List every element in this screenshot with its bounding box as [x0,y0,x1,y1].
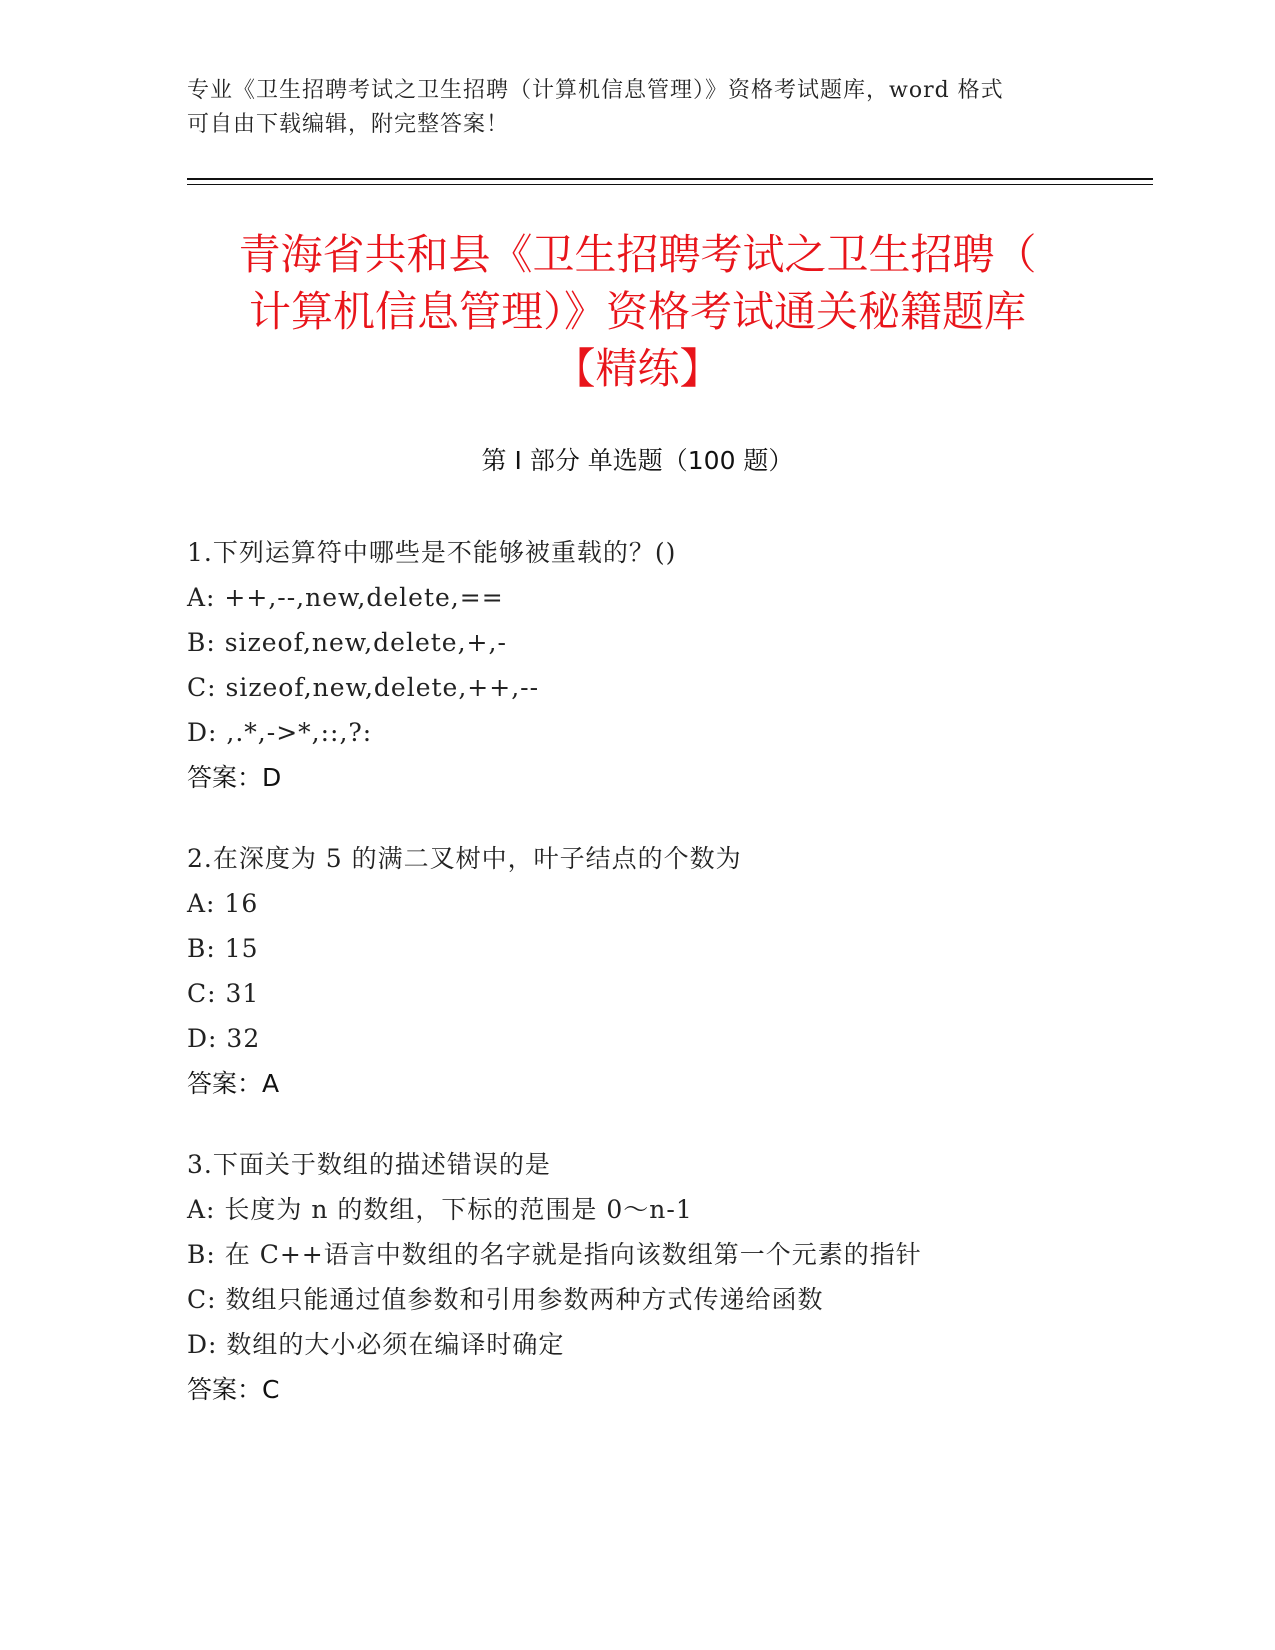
header-note-line-1: 专业《卫生招聘考试之卫生招聘（计算机信息管理）》资格考试题库，word 格式 [187,78,1004,103]
option-a: A: 16 [187,889,259,918]
option-d: D: 32 [187,1024,261,1053]
header-note [187,74,1087,142]
question-1 [187,530,1137,800]
question-stem: 2.在深度为 5 的满二叉树中，叶子结点的个数为 [187,844,742,873]
option-b: B: 在 C++语言中数组的名字就是指向该数组第一个元素的指针 [187,1240,922,1269]
question-list [187,530,1137,1448]
document-title-line-1: 青海省共和县《卫生招聘考试之卫生招聘（ [238,230,1037,279]
section-title: 第 I 部分 单选题（100 题） [481,446,794,475]
header-note-line-2: 可自由下载编辑，附完整答案！ [187,112,510,137]
option-c: C: 数组只能通过值参数和引用参数两种方式传递给函数 [187,1285,824,1314]
option-d: D: 数组的大小必须在编译时确定 [187,1330,565,1359]
answer: 答案：A [187,1069,280,1098]
option-a: A: 长度为 n 的数组，下标的范围是 0～n-1 [187,1195,693,1224]
question-stem: 3.下面关于数组的描述错误的是 [187,1150,551,1179]
question-3 [187,1142,1137,1412]
option-a: A: ++,--,new,delete,== [187,583,504,612]
question-stem: 1.下列运算符中哪些是不能够被重载的？() [187,538,677,567]
option-c: C: 31 [187,979,260,1008]
header-divider-thick [187,178,1153,180]
question-2 [187,836,1137,1106]
option-b: B: sizeof,new,delete,+,- [187,628,507,657]
header-divider-thin [187,184,1153,185]
answer: 答案：C [187,1375,280,1404]
answer: 答案：D [187,763,282,792]
document-title-line-3: 【精练】 [553,344,722,393]
document-title [150,226,1125,397]
option-b: B: 15 [187,934,259,963]
option-d: D: ,.*,->*,::,?: [187,718,373,747]
document-title-line-2: 计算机信息管理）》资格考试通关秘籍题库 [248,287,1026,336]
option-c: C: sizeof,new,delete,++,-- [187,673,540,702]
